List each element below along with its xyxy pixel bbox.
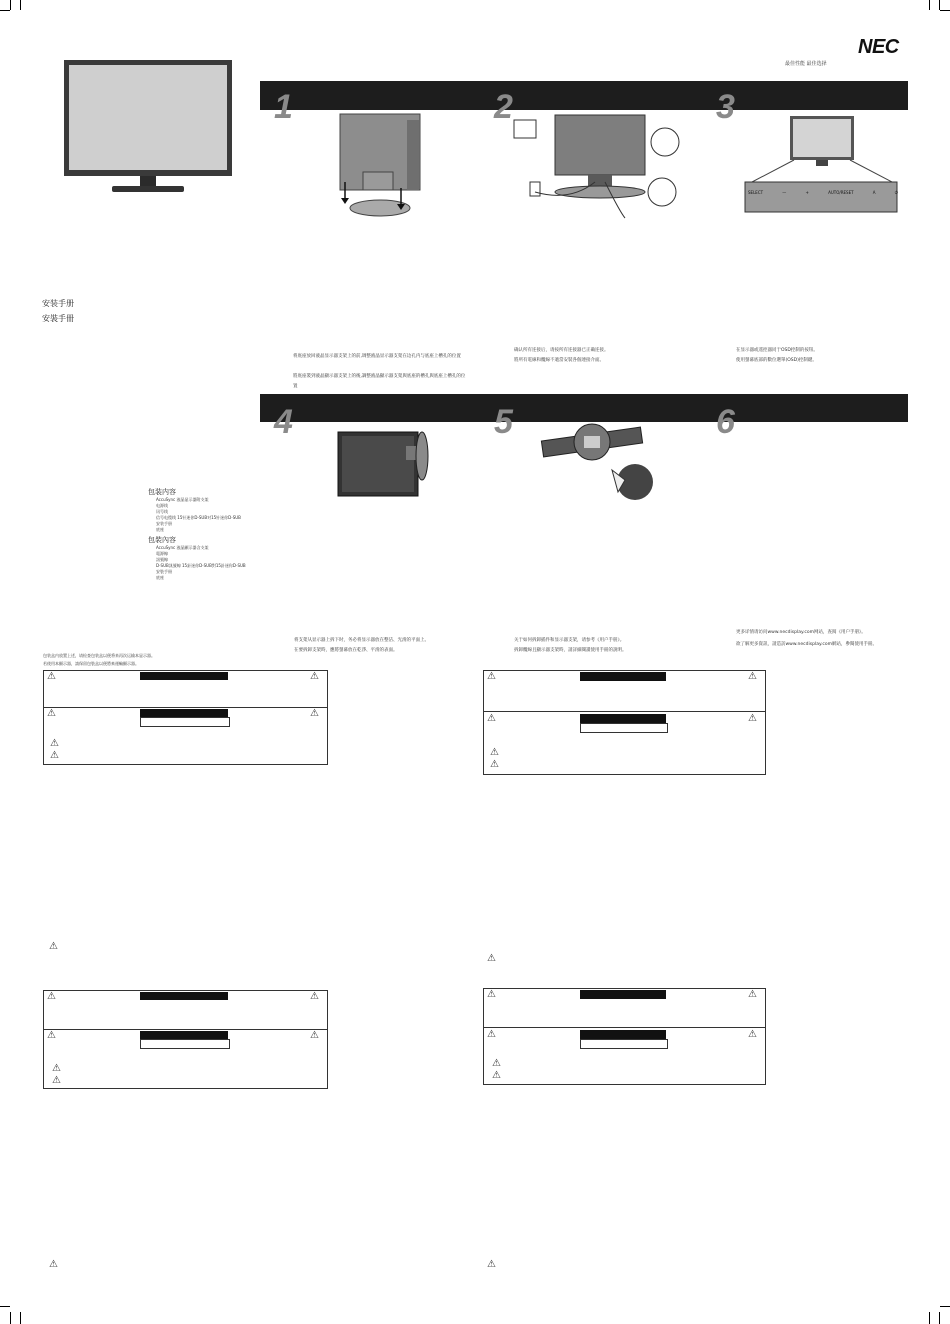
step-caption: 将支架从显示器上拆下时，务必将显示器放在整洁、光滑的平面上。 <box>294 638 429 643</box>
step-band-top <box>260 81 908 110</box>
crop-mark <box>20 1312 21 1324</box>
step-caption: 欲了解更多資訊，請造訪www.necdisplay.com網站，參閱使用手冊。 <box>736 642 878 647</box>
caution-label-bar <box>580 1030 666 1039</box>
tagline: 最佳性能 最佳选择 <box>785 61 827 67</box>
package-item: 电源线 <box>156 503 168 508</box>
package-heading: 包裝內容 <box>148 536 176 544</box>
warning-label-bar <box>140 672 228 680</box>
control-label: SELECT <box>748 190 764 195</box>
step-number: 2 <box>494 88 513 126</box>
step-caption: 关于如何拆卸插件和显示器支架，请参考《用户手册》。 <box>514 638 625 643</box>
warning-triangle-icon: ⚠ <box>748 671 757 682</box>
package-item: 底座 <box>156 527 164 532</box>
title-simplified: 安装手册 <box>42 299 74 308</box>
warning-triangle-icon: ⚠ <box>487 1029 496 1040</box>
warning-triangle-icon: ⚠ <box>52 1063 61 1074</box>
warning-label-bar <box>580 990 666 999</box>
step-number: 3 <box>716 88 735 126</box>
warning-triangle-icon: ⚠ <box>748 989 757 1000</box>
control-label: A <box>872 190 876 195</box>
caution-sublabel-bar <box>580 723 668 733</box>
step-caption: 將所有電線和纜線不適當安裝各個連接介面。 <box>514 358 604 363</box>
package-item: 信号电缆线 15针迷你D-SUB对15针迷你D-SUB <box>156 515 241 520</box>
crop-mark <box>0 10 10 11</box>
stand-remove-illustration <box>336 428 430 500</box>
step-number: 5 <box>494 403 513 441</box>
note-traditional: 若使用本顯示器，請保留包裝盒以便將來運輸顯示器。 <box>43 661 139 666</box>
package-item: 安装手册 <box>156 521 172 526</box>
warning-label-bar <box>580 672 666 681</box>
warning-triangle-icon: ⚠ <box>492 1070 501 1081</box>
package-item: D-SUB訊號線 15針迷你D-SUB對15針迷你D-SUB <box>156 563 246 568</box>
crop-mark <box>10 1312 11 1324</box>
package-contents-simplified <box>148 487 268 533</box>
warning-triangle-icon: ⚠ <box>47 991 56 1002</box>
crop-mark <box>0 1306 10 1307</box>
control-label: — <box>782 190 787 195</box>
osd-controls-illustration <box>742 112 902 216</box>
package-item: AccuSync 液晶顯示器含支架 <box>156 545 209 550</box>
warning-triangle-icon: ⚠ <box>50 738 59 749</box>
title-traditional: 安裝手冊 <box>42 314 74 323</box>
warning-triangle-icon: ⚠ <box>310 991 319 1002</box>
package-item: 底座 <box>156 575 164 580</box>
package-heading: 包装内容 <box>148 488 176 496</box>
warning-triangle-icon: ⚠ <box>487 953 496 964</box>
crop-mark <box>939 0 940 10</box>
warning-triangle-icon: ⚠ <box>49 941 58 952</box>
warning-triangle-icon: ⚠ <box>47 1030 56 1041</box>
package-item: 電源線 <box>156 551 168 556</box>
crop-mark <box>939 1312 940 1324</box>
warning-triangle-icon: ⚠ <box>310 708 319 719</box>
warning-triangle-icon: ⚠ <box>492 1058 501 1069</box>
crop-mark <box>20 0 21 10</box>
note-simplified: 包装盒内放置上述，请检查包装盒以便将来再次运输本显示器。 <box>43 653 155 658</box>
caution-label-bar <box>580 714 666 723</box>
warning-triangle-icon: ⚠ <box>310 1030 319 1041</box>
stand-attach-illustration <box>335 112 445 222</box>
warning-triangle-icon: ⚠ <box>52 1075 61 1086</box>
step-caption: 确认所有连接后，请按所有连接器已正确连接。 <box>514 348 609 353</box>
step-number: 6 <box>716 403 735 441</box>
step-number: 1 <box>274 88 293 126</box>
package-contents-traditional <box>148 535 268 581</box>
caution-sublabel-bar <box>580 1039 668 1049</box>
crop-mark <box>929 0 930 10</box>
warning-triangle-icon: ⚠ <box>487 989 496 1000</box>
caution-sublabel-bar <box>140 717 230 727</box>
warning-triangle-icon: ⚠ <box>47 671 56 682</box>
crop-mark <box>940 10 950 11</box>
monitor-cover-illustration <box>64 60 232 194</box>
step-caption: 更多详情请访问www.necdisplay.com网站，查阅《用户手册》。 <box>736 630 866 635</box>
step-caption: 在要拆卸支架時，應將螢幕放在乾淨、平滑的表面。 <box>294 648 398 653</box>
package-item: AccuSync 液晶显示器附支架 <box>156 497 209 502</box>
caution-sublabel-bar <box>140 1039 230 1049</box>
step-caption: 将底座放回液晶显示器支架上的前,调整液晶显示器支架在边孔内与底座上槽孔的位置 <box>293 354 461 359</box>
step-caption: 將底座裝到液晶顯示器支架上的後,調整液晶顯示器支架與底座的槽孔與底座上槽孔的位置 <box>293 374 466 389</box>
step-number: 4 <box>274 403 293 441</box>
caution-label-bar <box>140 1031 228 1039</box>
warning-triangle-icon: ⚠ <box>47 708 56 719</box>
control-labels <box>748 190 898 195</box>
warning-triangle-icon: ⚠ <box>487 671 496 682</box>
warning-triangle-icon: ⚠ <box>50 750 59 761</box>
caution-label-bar <box>140 709 228 717</box>
step-caption: 拆卸纜線且顯示器支架時，請詳細閱讀使用手冊的說明。 <box>514 648 627 653</box>
warning-triangle-icon: ⚠ <box>490 759 499 770</box>
step-caption: 在显示器或遥控器同于OSD控制的按钮。 <box>736 348 818 353</box>
warning-triangle-icon: ⚠ <box>748 1029 757 1040</box>
cable-connect-illustration <box>510 112 690 222</box>
warning-label-bar <box>140 992 228 1000</box>
control-label: ⏻ <box>894 190 898 195</box>
step-band-bottom <box>260 394 908 422</box>
warning-triangle-icon: ⚠ <box>748 713 757 724</box>
package-item: 訊號線 <box>156 557 168 562</box>
warning-triangle-icon: ⚠ <box>49 1259 58 1270</box>
warning-triangle-icon: ⚠ <box>310 671 319 682</box>
warning-triangle-icon: ⚠ <box>490 747 499 758</box>
stand-detach-illustration <box>540 420 660 504</box>
package-item: 安裝手冊 <box>156 569 172 574</box>
package-item: 讯号线 <box>156 509 168 514</box>
step-caption: 使用螢幕底部的數位選單(OSD)控制鍵。 <box>736 358 817 363</box>
warning-triangle-icon: ⚠ <box>487 713 496 724</box>
crop-mark <box>10 0 11 10</box>
crop-mark <box>929 1312 930 1324</box>
warning-triangle-icon: ⚠ <box>487 1259 496 1270</box>
control-label: + <box>805 190 809 195</box>
control-label: AUTO/RESET <box>828 190 854 195</box>
crop-mark <box>940 1306 950 1307</box>
nec-logo: NEC <box>858 36 899 58</box>
